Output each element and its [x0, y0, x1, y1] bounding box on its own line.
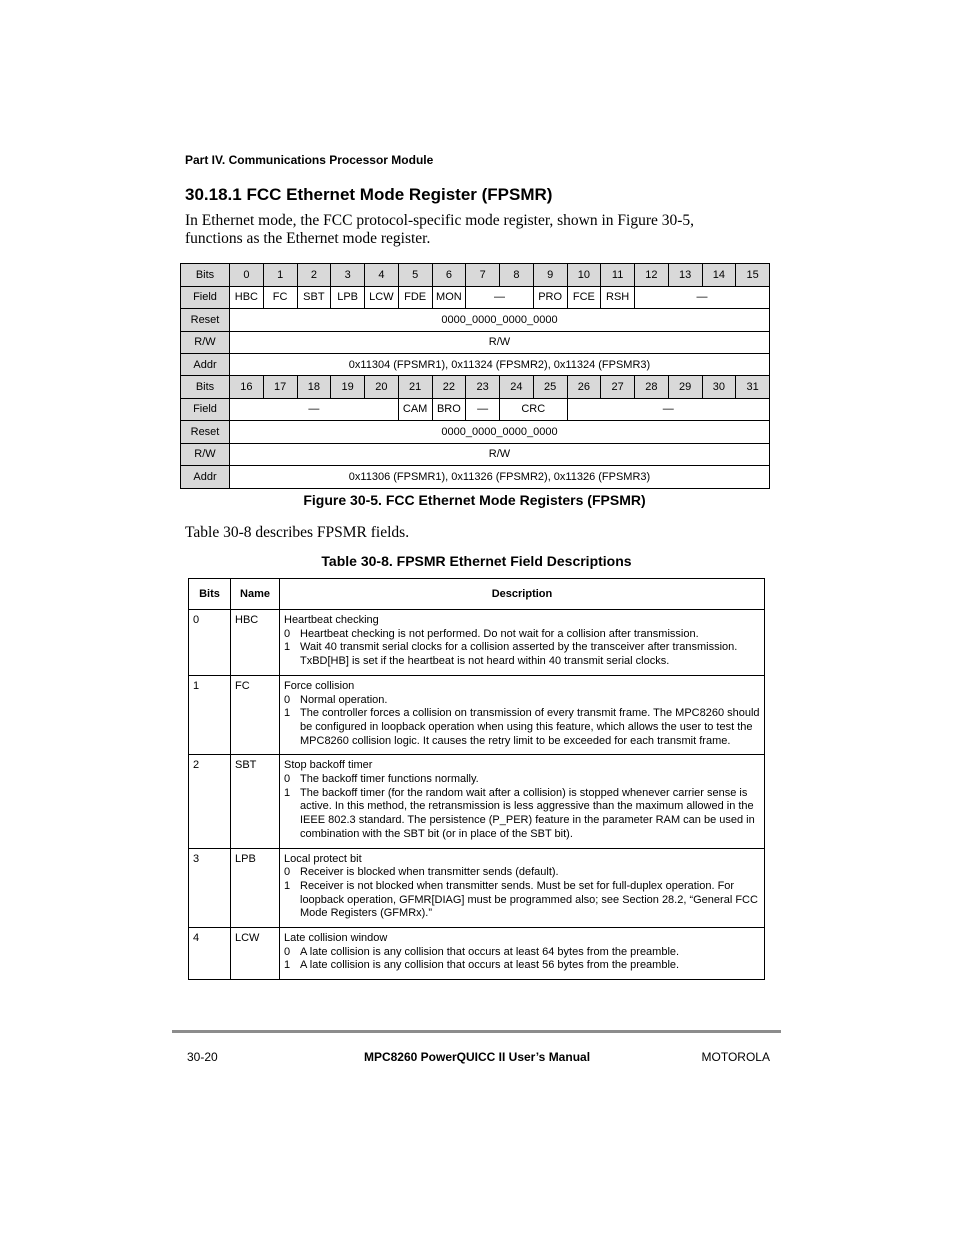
name-cell: LCW [231, 928, 280, 980]
addr-value: 0x11306 (FPSMR1), 0x11326 (FPSMR2), 0x11326 (FPSMR3) [230, 466, 770, 489]
option-value: 0 [284, 627, 291, 640]
field-label: Field [181, 286, 230, 309]
option-text: The controller forces a collision on transmission of every transmit frame. The MPC8260 should be configured in loopback operation when using this feature, which allows the user to test the MPC8260 collision logic. It causes the retry limit to be exceeded for each transmit frame. [300, 707, 760, 747]
rw-row [181, 443, 770, 466]
running-header: Part IV. Communications Processor Module [185, 153, 434, 167]
option-value: 1 [284, 707, 291, 720]
table-row [189, 928, 765, 980]
field-cell: PRO [533, 286, 567, 309]
bits-cell: 0 [189, 610, 231, 676]
description-title: Stop backoff timer [284, 759, 373, 772]
section-title: 30.18.1 FCC Ethernet Mode Register (FPSMR) [185, 185, 553, 204]
table-body [189, 610, 765, 980]
bit-cell: 10 [567, 264, 601, 287]
description-cell [280, 848, 765, 928]
table-row [189, 755, 765, 848]
option-value: 1 [284, 959, 291, 972]
table-row [189, 848, 765, 928]
description-option [284, 694, 760, 708]
bit-cell: 18 [297, 376, 331, 399]
bit-cell: 26 [567, 376, 601, 399]
table-reference-text: Table 30-8 describes FPSMR fields. [185, 524, 410, 541]
company-name: MOTOROLA [701, 1050, 770, 1064]
addr-label: Addr [181, 354, 230, 377]
bit-cell: 6 [432, 264, 466, 287]
register-diagram-upper [180, 263, 770, 377]
header-description: Description [280, 579, 765, 610]
manual-title: MPC8260 PowerQUICC II User’s Manual [363, 1050, 591, 1064]
description-cell [280, 928, 765, 980]
reset-label: Reset [181, 309, 230, 332]
field-cell-reserved: — [466, 286, 534, 309]
description-option [284, 773, 760, 787]
name-cell: HBC [231, 610, 280, 676]
bit-cell: 4 [365, 264, 399, 287]
bits-cell: 1 [189, 675, 231, 755]
bit-cell: 23 [466, 376, 500, 399]
bit-cell: 20 [365, 376, 399, 399]
option-text: Wait 40 transmit serial clocks for a collision asserted by the transceiver after transmission. TxBD[HB] is set if the heartbeat is not heard within 40 transmit serial clocks. [300, 641, 738, 668]
bit-cell: 19 [331, 376, 365, 399]
field-cell: RSH [601, 286, 635, 309]
addr-label: Addr [181, 466, 230, 489]
bit-cell: 12 [635, 264, 669, 287]
bit-cell: 3 [331, 264, 365, 287]
bit-cell: 9 [533, 264, 567, 287]
name-cell: SBT [231, 755, 280, 848]
bits-label: Bits [181, 264, 230, 287]
intro-line-1: In Ethernet mode, the FCC protocol-specific mode register, shown in Figure 30-5, [185, 212, 695, 229]
field-cell: LCW [365, 286, 399, 309]
bit-cell: 25 [533, 376, 567, 399]
option-text: Receiver is blocked when transmitter sends (default). [300, 866, 559, 879]
field-cell: CAM [398, 398, 432, 421]
rw-value: R/W [230, 331, 770, 354]
figure-caption: Figure 30-5. FCC Ethernet Mode Registers (FPSMR) [303, 492, 646, 508]
bit-cell: 1 [263, 264, 297, 287]
bit-cell: 30 [702, 376, 736, 399]
name-cell: FC [231, 675, 280, 755]
option-text: A late collision is any collision that occurs at least 56 bytes from the preamble. [300, 959, 680, 972]
rw-row [181, 331, 770, 354]
field-cell: MON [432, 286, 466, 309]
description-title: Heartbeat checking [284, 614, 379, 626]
description-option [284, 946, 760, 960]
rw-value: R/W [230, 443, 770, 466]
description-option [284, 641, 760, 668]
field-cell: FDE [398, 286, 432, 309]
register-diagram-lower [180, 375, 770, 489]
field-label: Field [181, 398, 230, 421]
table-row [189, 675, 765, 755]
description-cell [280, 755, 765, 848]
description-option [284, 787, 760, 842]
description-cell [280, 610, 765, 676]
field-row [181, 398, 770, 421]
reset-row [181, 421, 770, 444]
table-header-row [189, 579, 765, 610]
table-caption: Table 30-8. FPSMR Ethernet Field Descriptions [321, 553, 632, 569]
field-cell: HBC [230, 286, 264, 309]
bits-cell: 3 [189, 848, 231, 928]
bits-cell: 2 [189, 755, 231, 848]
field-cell-reserved: — [230, 398, 399, 421]
option-value: 1 [284, 641, 291, 654]
description-option [284, 707, 760, 748]
field-cell-reserved: — [567, 398, 770, 421]
bits-row [181, 264, 770, 287]
option-value: 0 [284, 866, 291, 879]
bit-cell: 28 [635, 376, 669, 399]
bit-cell: 27 [601, 376, 635, 399]
rw-label: R/W [181, 331, 230, 354]
bit-cell: 15 [736, 264, 770, 287]
bit-cell: 13 [668, 264, 702, 287]
bit-cell: 14 [702, 264, 736, 287]
description-option [284, 866, 760, 880]
field-cell: LPB [331, 286, 365, 309]
addr-value: 0x11304 (FPSMR1), 0x11324 (FPSMR2), 0x11324 (FPSMR3) [230, 354, 770, 377]
option-text: The backoff timer (for the random wait after a collision) is stopped whenever carrier sense is active. In this method, the retransmission is less aggressive than the maximum allowed in the IEEE 802.3 standard. The persistence (P_PER) feature in the parameter RAM can be used in combination with the SBT bit (or in place of the SBT bit). [300, 786, 755, 840]
description-title: Late collision window [284, 932, 388, 945]
footer-rule [172, 1030, 781, 1033]
field-cell: CRC [500, 398, 568, 421]
header-name: Name [231, 579, 280, 610]
option-value: 1 [284, 786, 291, 799]
bit-cell: 22 [432, 376, 466, 399]
bit-cell: 24 [500, 376, 534, 399]
bit-cell: 7 [466, 264, 500, 287]
bits-row [181, 376, 770, 399]
option-value: 0 [284, 773, 291, 786]
field-cell: FC [263, 286, 297, 309]
field-cell-reserved: — [466, 398, 500, 421]
description-option [284, 880, 760, 921]
option-value: 0 [284, 693, 291, 706]
bit-cell: 29 [668, 376, 702, 399]
option-value: 1 [284, 879, 291, 892]
page-number: 30-20 [187, 1050, 218, 1064]
bit-cell: 0 [230, 264, 264, 287]
field-description-table [188, 578, 765, 980]
field-cell: BRO [432, 398, 466, 421]
bit-cell: 11 [601, 264, 635, 287]
bit-cell: 2 [297, 264, 331, 287]
rw-label: R/W [181, 443, 230, 466]
field-row [181, 286, 770, 309]
option-value: 0 [284, 945, 291, 958]
description-cell [280, 675, 765, 755]
option-text: Heartbeat checking is not performed. Do not wait for a collision after transmission. [300, 627, 699, 640]
addr-row [181, 354, 770, 377]
option-text: The backoff timer functions normally. [300, 773, 479, 786]
bit-cell: 31 [736, 376, 770, 399]
reset-value: 0000_0000_0000_0000 [230, 421, 770, 444]
description-option [284, 628, 760, 642]
bit-cell: 5 [398, 264, 432, 287]
reset-value: 0000_0000_0000_0000 [230, 309, 770, 332]
description-title: Local protect bit [284, 852, 362, 865]
field-cell: SBT [297, 286, 331, 309]
name-cell: LPB [231, 848, 280, 928]
table-row [189, 610, 765, 676]
option-text: A late collision is any collision that occurs at least 64 bytes from the preamble. [300, 945, 680, 958]
description-option [284, 959, 760, 973]
field-cell-reserved: — [635, 286, 770, 309]
reset-row [181, 309, 770, 332]
description-title: Force collision [284, 679, 355, 692]
bit-cell: 8 [500, 264, 534, 287]
bits-cell: 4 [189, 928, 231, 980]
option-text: Normal operation. [300, 693, 388, 706]
bits-label: Bits [181, 376, 230, 399]
addr-row [181, 466, 770, 489]
bit-cell: 16 [230, 376, 264, 399]
field-cell: FCE [567, 286, 601, 309]
intro-line-2: functions as the Ethernet mode register. [185, 230, 431, 247]
bit-cell: 21 [398, 376, 432, 399]
bit-cell: 17 [263, 376, 297, 399]
reset-label: Reset [181, 421, 230, 444]
option-text: Receiver is not blocked when transmitter sends. Must be set for full-duplex operation. For loopback operation, GFMR[DIAG] must be programmed also; see Section 28.2, “General FCC Mode Registers (GFMRx).” [300, 879, 758, 920]
intro-paragraph [185, 212, 769, 248]
header-bits: Bits [189, 579, 231, 610]
